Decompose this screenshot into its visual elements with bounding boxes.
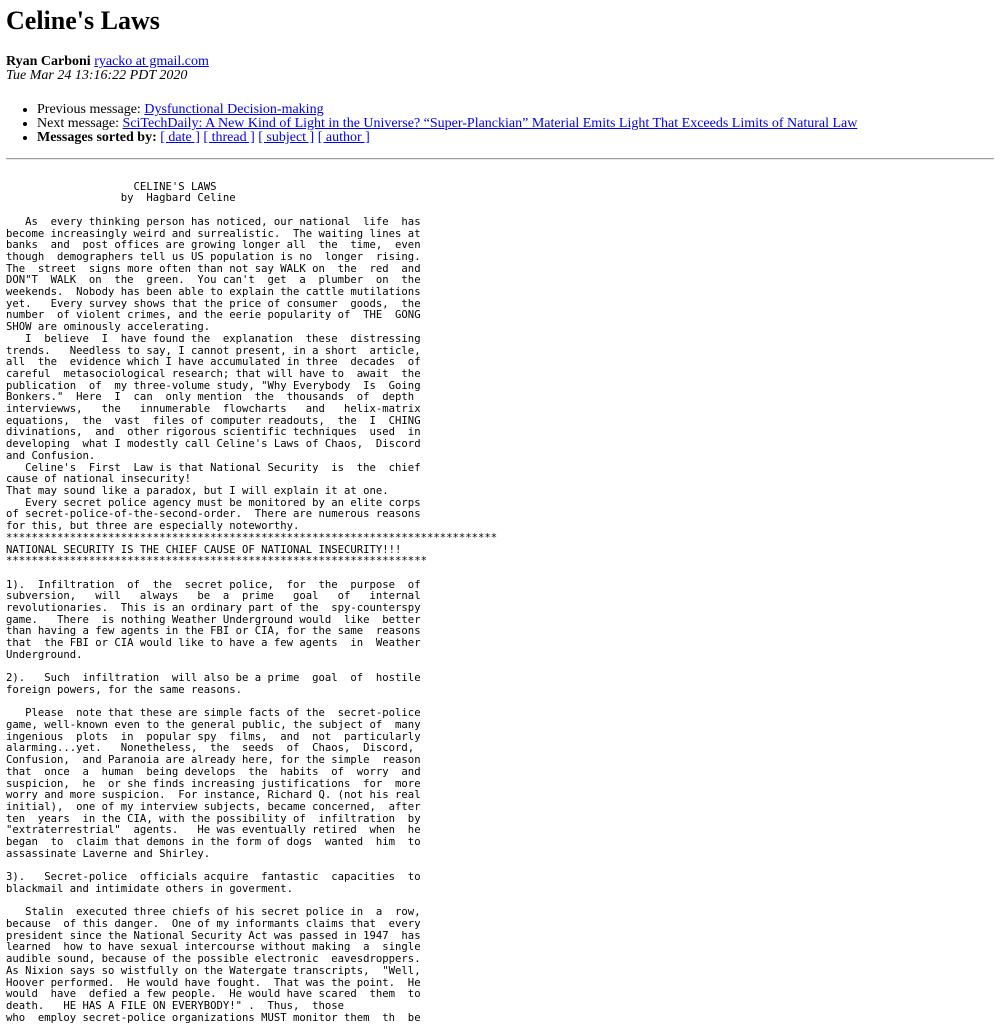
next-message-link[interactable]: SciTechDaily: A New Kind of Light in the Universe? “Super-Planckian” Material Emits Light That Exceeds Limits of Natural Law (122, 116, 858, 131)
next-message-item (37, 117, 994, 131)
author-name: Ryan Carboni (6, 54, 91, 69)
previous-message-item (37, 103, 994, 117)
message-body: CELINE'S LAWS by Hagbard Celine As every thinking person has noticed, our national life has become increasingly weird and surrealistic. The waiting lines at banks and post offices are growing longer all the time, even though demographers tell us US population is no longer rising. The street signs more often than not say WALK on the red and DON"T WALK on the green. You can't get a plumber on the weekends. Nobody has been able to explain the cattle mutilations yet. Every survey shows that the price of consumer goods, the number of violent crimes, and the eerie popularity of THE GONG SHOW are ominously accelerating. I believe I have found the explanation these distressing trends. Needless to say, I cannot present, in a short article, all the evidence which I have accumulated in three decades of careful metasociological research; that will have to await the publication of my three-volume study, "Why Everybody Is Going Bonkers." Here I can only mention the thousands of depth interviewws, the innumerable flowcharts and helix-matrix equations, the vast files of computer readouts, the I CHING divinations, and other rigorous scientific techniques used in developing what I modestly call Celine's Laws of Chaos, Discord and Confusion. Celine's First Law is that National Security is the chief cause of national insecurity! That may sound like a paradox, but I will explain it at one. Every secret police agency must be monitored by an elite corps of secret-police-of-the-second-order. There are numerous reasons for this, but three are especially noteworthy. ***************************************************************************** NATIONAL SECURITY IS THE CHIEF CAUSE OF NATIONAL INSECURITY!!! ****************************************************************** 1). Infiltration of the secret police, for the purpose of subversion, will always be a prime goal of internal revolutionaries. This is an ordinary part of the spy-counterspy game. There is nothing Weather Underground would like better than having a few agents in the FBI or CIA, for the same reasons that the FBI or CIA would like to have a few agents in Weather Underground. 2). Such infiltration will also be a prime goal of hostile foreign powers, for the same reasons. Please note that these are simple facts of the secret-police game, well-known even to the general public, the subject of many ingenious plots in popular spy films, and not particularly alarming...yet. Nonetheless, the seeds of Chaos, Discord, Confusion, and Paranoia are already here, for the simple reason that once a human being develops the habits of worry and suspicion, he or she finds increasing justifications for more worry and more suspicion. For instance, Richard Q. (not his real initial), one of my interview subjects, became concerned, after ten years in the CIA, with the possibility of infiltration by "extraterrestrial" agents. He was eventually retired when he began to claim that demons in the form of dogs wanted him to assassinate Laverne and Shirley. 3). Secret-police officials acquire fantastic capacities to blackmail and intimidate others in goverment. Stalin executed three chiefs of his secret police in a row, because of this danger. One of my informants claims that every president since the National Security Act was passed in 1947 has learned how to have sexual intercourse without making a single audible sound, because of the possible electronic eavesdroppers. As Nixion says so wistfully on the Watergate transcripts, "Well, Hoover performed. He would have fought. That was the point. He would have defied a few people. He would have scared them to death. HE HAS A FILE ON EVERYBODY!" . Thus, those who employ secret-police organizations MUST monitor them th be (6, 180, 498, 1024)
author-email-link[interactable]: ryacko at gmail.com (94, 54, 209, 69)
previous-message-label: Previous message: (37, 102, 141, 117)
sort-by-subject-link[interactable]: [ subject ] (258, 130, 315, 145)
message-navigation (6, 103, 994, 145)
sorted-by-label: Messages sorted by: (37, 130, 157, 145)
message-header (6, 55, 994, 83)
sort-by-thread-link[interactable]: [ thread ] (203, 130, 255, 145)
header-divider (6, 158, 994, 160)
page-title: Celine's Laws (6, 6, 160, 35)
sort-by-author-link[interactable]: [ author ] (317, 130, 370, 145)
previous-message-link[interactable]: Dysfunctional Decision-making (144, 102, 324, 117)
sort-by-date-link[interactable]: [ date ] (160, 130, 200, 145)
sort-options-item (37, 131, 994, 145)
next-message-label: Next message: (37, 116, 120, 131)
message-date: Tue Mar 24 13:16:22 PDT 2020 (6, 68, 188, 83)
